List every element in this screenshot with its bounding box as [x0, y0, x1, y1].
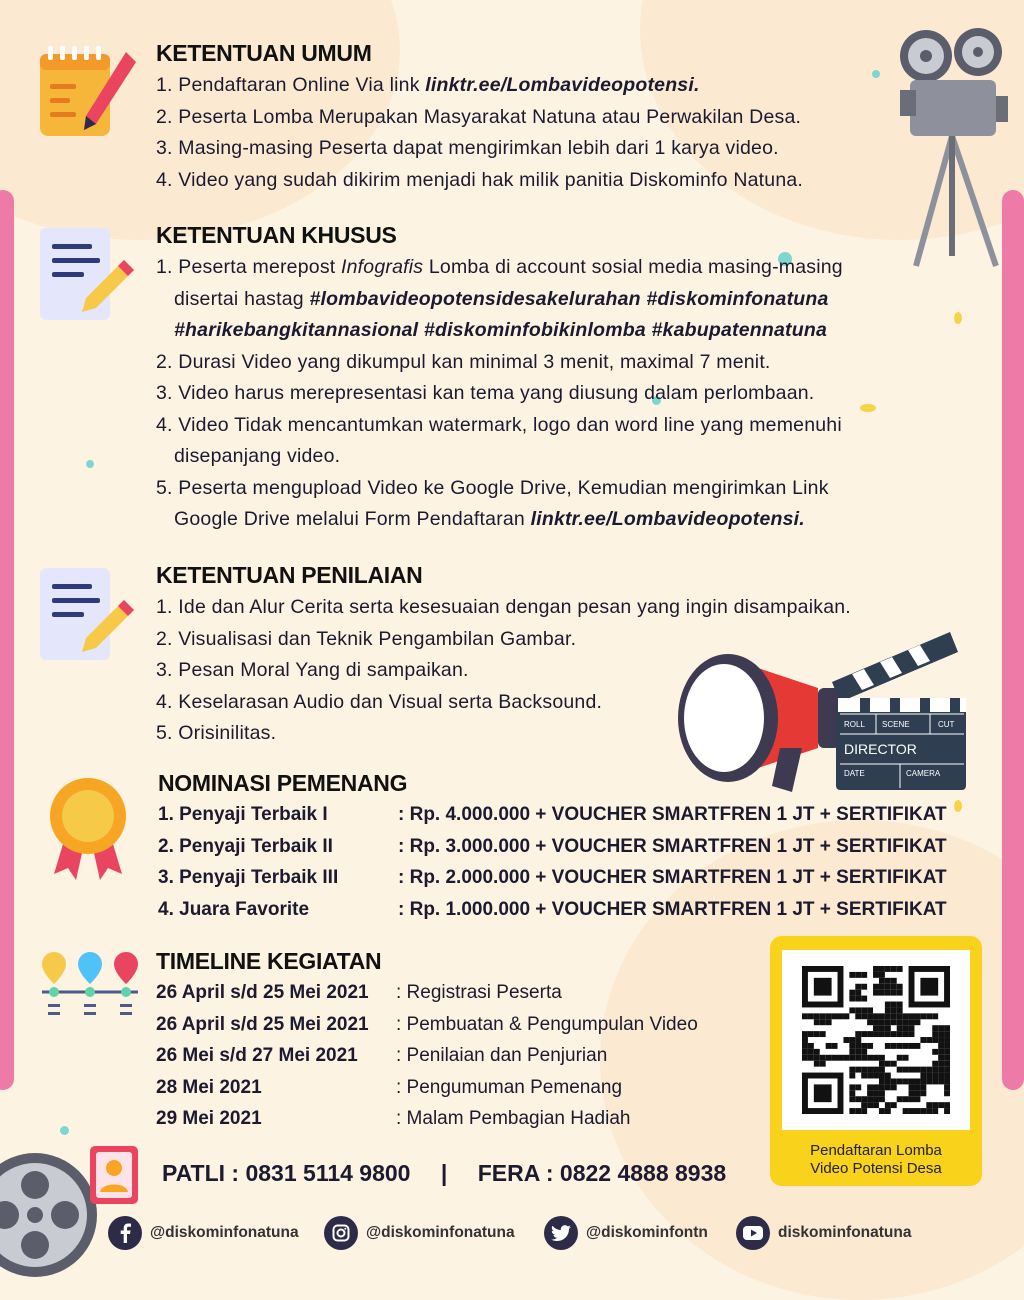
section-title: TIMELINE KEGIATAN [156, 948, 382, 974]
confetti-dot [60, 1126, 69, 1135]
timeline-row [156, 1103, 698, 1135]
section-title: KETENTUAN PENILAIAN [156, 562, 423, 588]
youtube-icon [736, 1216, 770, 1250]
left-pink-bar [0, 190, 14, 1090]
prize-row [158, 894, 947, 926]
item-text: 1. Pendaftaran Online Via link [156, 74, 426, 96]
clapper-cut-label: CUT [938, 720, 955, 729]
list-item: 4. Keselarasan Audio dan Visual serta Backsound. [156, 690, 603, 713]
timeline-activity: : Pembuatan & Pengumpulan Video [396, 1013, 698, 1035]
clapperboard-icon [830, 630, 970, 790]
timeline-activity: : Malam Pembagian Hadiah [396, 1108, 631, 1129]
section-ketentuan-khusus [156, 222, 843, 536]
clapper-date-label: DATE [844, 769, 865, 778]
prize-name: 2. Penyaji Terbaik II [158, 835, 333, 857]
item-text-italic: Infografis [341, 256, 424, 278]
clapper-roll-label: ROLL [844, 720, 865, 729]
list-item: 1. Ide dan Alur Cerita serta kesesuaian dengan pesan yang ingin disampaikan. [156, 596, 851, 618]
timeline-activity: : Penilaian dan Penjurian [396, 1045, 608, 1066]
clapper-scene-label: SCENE [882, 720, 910, 729]
section-title: KETENTUAN UMUM [156, 40, 372, 66]
prize-row [158, 862, 947, 894]
list-item: 2. Visualisasi dan Teknik Pengambilan Gambar. [156, 627, 577, 650]
hashtags: #lombavideopotensidesakelurahan #diskominfonatuna [309, 287, 829, 310]
qr-caption-line: Video Potensi Desa [810, 1160, 942, 1177]
social-youtube[interactable] [736, 1216, 911, 1250]
timeline-row [156, 1040, 698, 1072]
timeline-date: 26 April s/d 25 Mei 2021 [156, 1013, 369, 1035]
qr-code[interactable] [802, 966, 950, 1114]
notepad-pen-icon [38, 44, 138, 140]
prize-value: : Rp. 4.000.000 + VOUCHER SMARTFREN 1 JT + SERTIFIKAT [398, 804, 947, 825]
contact-patli: PATLI : 0831 5114 9800 [162, 1160, 411, 1186]
list-item-continued: disepanjang video. [174, 445, 341, 467]
confetti-dot [954, 312, 962, 324]
confetti-dot [860, 404, 876, 412]
social-twitter[interactable] [544, 1216, 708, 1250]
timeline-row [156, 1072, 698, 1104]
twitter-icon [544, 1216, 578, 1250]
prize-value: : Rp. 1.000.000 + VOUCHER SMARTFREN 1 JT + SERTIFIKAT [398, 898, 947, 920]
award-badge-icon [48, 774, 128, 884]
prize-row [158, 831, 947, 863]
list-item-continued [156, 315, 843, 347]
list-item: 2. Durasi Video yang dikumpul kan minimal 3 menit, maximal 7 menit. [156, 350, 771, 373]
contact-separator: | [440, 1160, 448, 1186]
section-title: KETENTUAN KHUSUS [156, 222, 397, 248]
film-reel-icon [0, 1150, 100, 1280]
social-handle: @diskominfonatuna [150, 1224, 299, 1241]
list-item: 3. Pesan Moral Yang di sampaikan. [156, 659, 469, 681]
timeline-activity: : Registrasi Peserta [396, 982, 562, 1003]
list-item: 5. Peserta mengupload Video ke Google Drive, Kemudian mengirimkan Link [156, 476, 829, 499]
item-text: Google Drive melalui Form Pendaftaran [174, 508, 531, 530]
list-item-continued [156, 284, 843, 316]
social-facebook[interactable] [108, 1216, 299, 1250]
document-pencil-icon [38, 226, 138, 322]
qr-registration-card[interactable] [770, 936, 982, 1186]
list-item: 4. Video yang sudah dikirim menjadi hak milik panitia Diskominfo Natuna. [156, 168, 804, 191]
contact-book-icon [86, 1144, 142, 1206]
right-pink-bar [1002, 190, 1024, 1090]
instagram-icon [324, 1216, 358, 1250]
timeline-row [156, 977, 698, 1009]
section-title: NOMINASI PEMENANG [158, 770, 408, 796]
timeline-row [156, 1009, 698, 1041]
location-pins-icon [38, 948, 142, 1028]
confetti-dot [954, 800, 962, 812]
list-item: 3. Masing-masing Peserta dapat mengirimkan lebih dari 1 karya video. [156, 137, 779, 159]
prize-name: 1. Penyaji Terbaik I [158, 804, 328, 825]
list-item: 2. Peserta Lomba Merupakan Masyarakat Natuna atau Perwakilan Desa. [156, 105, 802, 128]
section-nominasi-pemenang [158, 770, 947, 925]
movie-camera-icon [892, 16, 1012, 276]
registration-link[interactable]: linktr.ee/Lombavideopotensi. [425, 74, 700, 96]
section-timeline-kegiatan [156, 948, 698, 1135]
confetti-dot [86, 460, 94, 468]
timeline-date: 26 April s/d 25 Mei 2021 [156, 982, 369, 1003]
item-text: disertai hastag [174, 287, 310, 310]
social-handle: @diskominfontn [586, 1224, 708, 1241]
item-text: 1. Peserta merepost [156, 256, 342, 278]
qr-caption [770, 1142, 982, 1178]
hashtags: #harikebangkitannasional #diskominfobikinlomba #kabupatennatuna [174, 319, 827, 341]
timeline-date: 29 Mei 2021 [156, 1108, 262, 1129]
item-text: Lomba di account sosial media masing-masing [423, 256, 843, 278]
facebook-icon [108, 1216, 142, 1250]
prize-value: : Rp. 3.000.000 + VOUCHER SMARTFREN 1 JT + SERTIFIKAT [398, 835, 947, 857]
timeline-activity: : Pengumuman Pemenang [396, 1076, 623, 1098]
timeline-date: 26 Mei s/d 27 Mei 2021 [156, 1045, 358, 1066]
clapper-camera-label: CAMERA [906, 769, 941, 778]
social-handle: @diskominfonatuna [366, 1224, 515, 1241]
prize-name: 4. Juara Favorite [158, 898, 310, 920]
list-item-continued [156, 504, 843, 536]
contact-fera: FERA : 0822 4888 8938 [477, 1160, 727, 1186]
timeline-date: 28 Mei 2021 [156, 1076, 262, 1098]
prize-name: 3. Penyaji Terbaik III [158, 867, 339, 888]
qr-caption-line: Pendaftaran Lomba [810, 1142, 942, 1159]
social-handle: diskominfonatuna [778, 1224, 912, 1241]
prize-value: : Rp. 2.000.000 + VOUCHER SMARTFREN 1 JT + SERTIFIKAT [398, 867, 947, 888]
list-item: 4. Video Tidak mencantumkan watermark, logo dan word line yang memenuhi [156, 413, 842, 436]
confetti-dot [872, 70, 880, 78]
contact-info [162, 1160, 726, 1187]
list-item [156, 252, 843, 284]
section-ketentuan-penilaian [156, 562, 851, 750]
document-pencil-icon [38, 566, 138, 662]
section-ketentuan-umum [156, 40, 803, 196]
list-item: 5. Orisinilitas. [156, 722, 277, 744]
list-item [156, 70, 803, 102]
qr-code-frame [782, 950, 970, 1130]
registration-link[interactable]: linktr.ee/Lombavideopotensi. [530, 508, 805, 530]
list-item: 3. Video harus merepresentasi kan tema yang diusung dalam perlombaan. [156, 382, 815, 404]
social-instagram[interactable] [324, 1216, 515, 1250]
prize-row [158, 799, 947, 831]
clapper-director-label: DIRECTOR [844, 741, 917, 757]
